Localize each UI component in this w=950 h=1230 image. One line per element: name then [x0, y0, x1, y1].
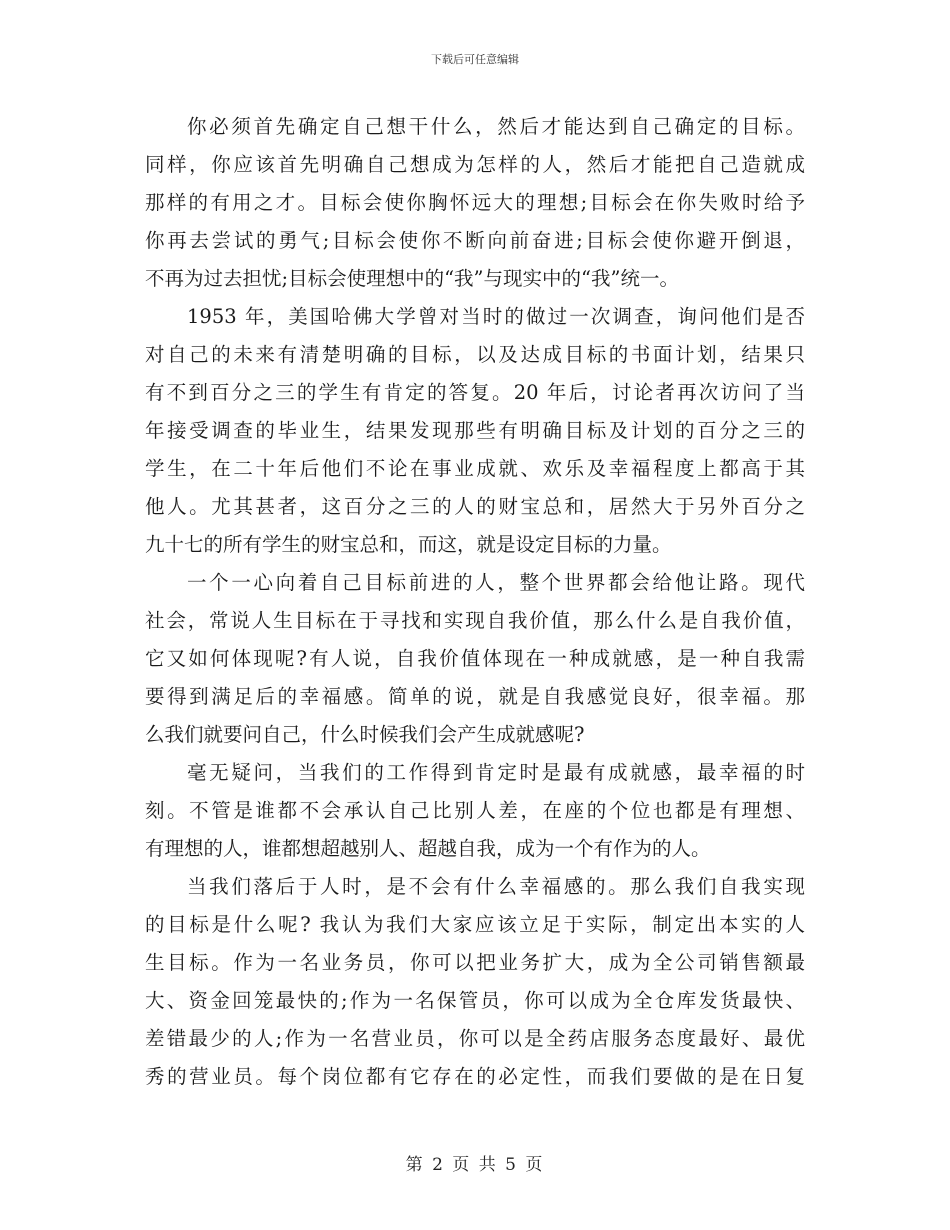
paragraph-2: [145, 298, 805, 564]
text-line: 毫无疑问，当我们的工作得到肯定时是最有成就感，最幸福的时: [187, 761, 805, 784]
text-line: 一个一心向着自己目标前进的人，整个世界都会给他让路。现代: [187, 571, 805, 594]
text-line: 当我们落后于人时，是不会有什么幸福感的。那么我们自我实现: [187, 875, 805, 898]
page-number: 第 2 页 共 5 页: [405, 1155, 545, 1175]
text-line: 秀的营业员。每个岗位都有它存在的必定性，而我们要做的是在日复: [145, 1065, 805, 1088]
page-header-note: 下载后可任意编辑: [431, 53, 519, 66]
text-line: 你再去尝试的勇气;目标会使你不断向前奋进;目标会使你避开倒退，: [145, 229, 805, 252]
text-line: 同样，你应该首先明确自己想成为怎样的人，然后才能把自己造就成: [145, 153, 805, 176]
text-line: 不再为过去担忧;目标会使理想中的“我”与现实中的“我”统一。: [145, 267, 679, 290]
text-line: 学生，在二十年后他们不论在事业成就、欢乐及幸福程度上都高于其: [145, 457, 805, 480]
paragraph-5: [145, 868, 805, 1096]
paragraph-1: [145, 108, 805, 298]
text-line: 么我们就要问自己，什么时候我们会产生成就感呢?: [145, 723, 585, 746]
text-line: 对自己的未来有清楚明确的目标，以及达成目标的书面计划，结果只: [145, 343, 805, 366]
text-line: 九十七的所有学生的财宝总和，而这，就是设定目标的力量。: [145, 533, 672, 556]
text-line: 生目标。作为一名业务员，你可以把业务扩大，成为全公司销售额最: [145, 951, 805, 974]
text-line: 刻。不管是谁都不会承认自己比别人差，在座的个位也都是有理想、: [145, 799, 805, 822]
text-line: 它又如何体现呢?有人说，自我价值体现在一种成就感，是一种自我需: [145, 647, 805, 670]
document-body: [145, 108, 805, 1096]
text-line: 1953 年，美国哈佛大学曾对当时的做过一次调查，询问他们是否: [187, 305, 805, 328]
text-line: 有理想的人，谁都想超越别人、超越自我，成为一个有作为的人。: [145, 837, 711, 860]
text-line: 那样的有用之才。目标会使你胸怀远大的理想;目标会在你失败时给予: [145, 191, 805, 214]
text-line: 的目标是什么呢? 我认为我们大家应该立足于实际，制定出本实的人: [145, 913, 805, 936]
text-line: 你必须首先确定自己想干什么，然后才能达到自己确定的目标。: [187, 115, 805, 138]
paragraph-4: [145, 754, 805, 868]
text-line: 他人。尤其甚者，这百分之三的人的财宝总和，居然大于另外百分之: [145, 495, 805, 518]
text-line: 差错最少的人;作为一名营业员，你可以是全药店服务态度最好、最优: [145, 1027, 805, 1050]
text-line: 大、资金回笼最快的;作为一名保管员，你可以成为全仓库发货最快、: [145, 989, 805, 1012]
paragraph-3: [145, 564, 805, 754]
text-line: 社会，常说人生目标在于寻找和实现自我价值，那么什么是自我价值，: [145, 609, 805, 632]
text-line: 年接受调查的毕业生，结果发现那些有明确目标及计划的百分之三的: [145, 419, 805, 442]
text-line: 要得到满足后的幸福感。简单的说，就是自我感觉良好，很幸福。那: [145, 685, 805, 708]
text-line: 有不到百分之三的学生有肯定的答复。20 年后，讨论者再次访问了当: [145, 381, 805, 404]
